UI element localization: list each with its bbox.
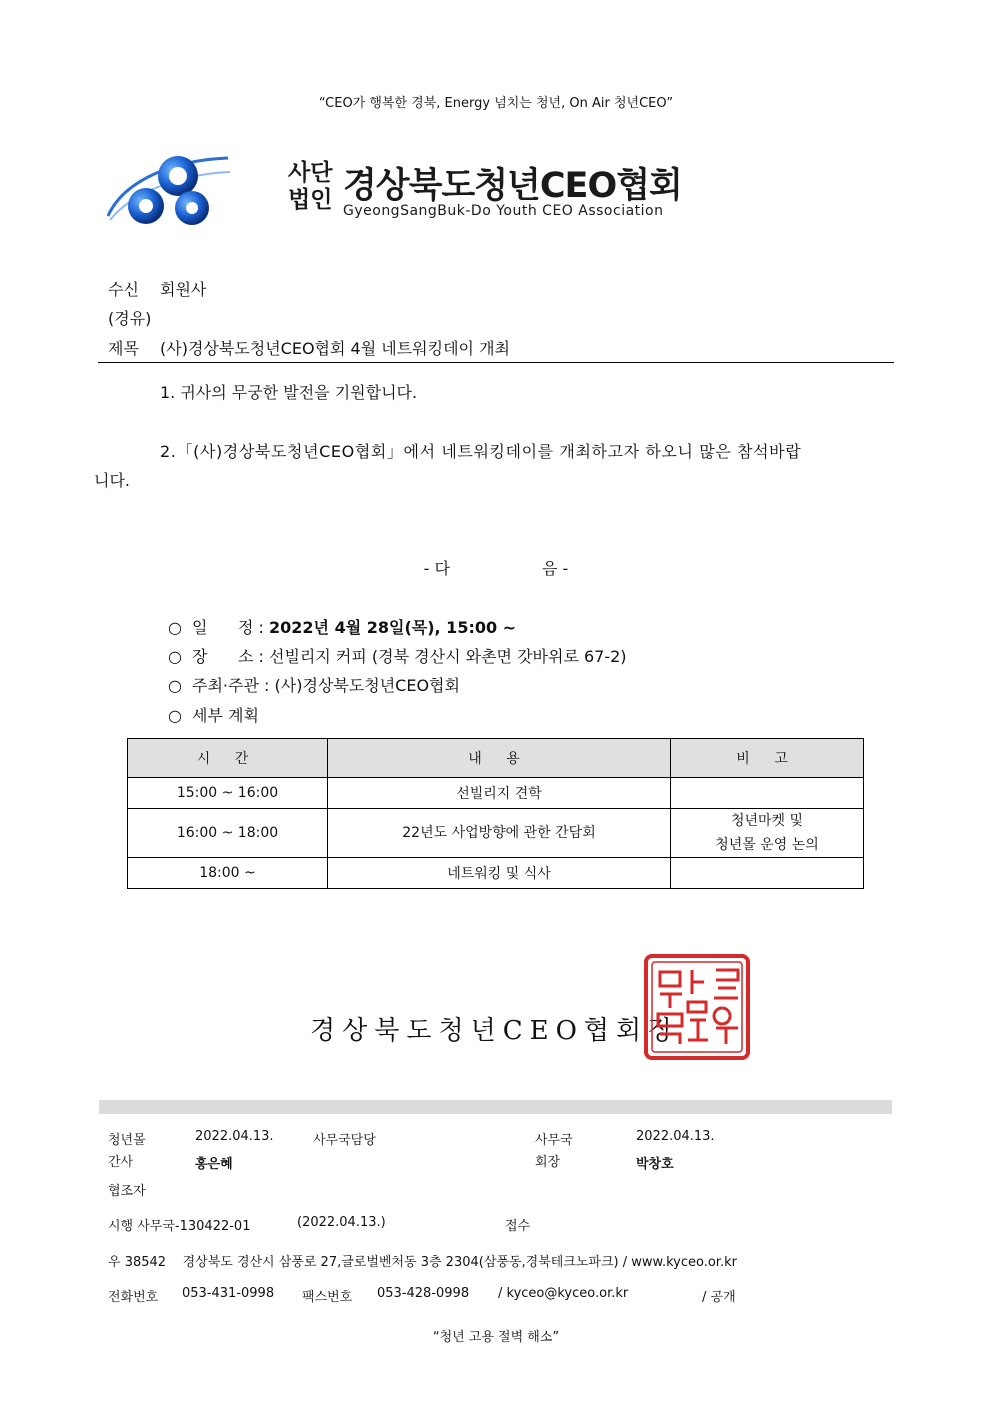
section-title: - 다 음 -: [423, 559, 569, 578]
paragraph-1: 1. 귀사의 무궁한 발전을 기원합니다.: [160, 383, 418, 402]
subject-line: 제목 (사)경상북도청년CEO협회 4월 네트워킹데이 개최: [108, 339, 511, 358]
detail-date: ○ 일 정 : 2022년 4월 28일(목), 15:00 ~: [168, 618, 517, 637]
table-row: [128, 809, 864, 858]
row-time: 16:00 ~ 18:00: [128, 809, 328, 858]
phone-label: 전화번호: [108, 1290, 159, 1305]
row-note: [671, 858, 864, 889]
enforcement-date: (2022.04.13.): [297, 1215, 386, 1230]
detail-host: ○ 주최·주관 : (사)경상북도청년CEO협회: [168, 676, 460, 695]
row-time: 15:00 ~ 16:00: [128, 778, 328, 809]
row-content: 네트워킹 및 식사: [328, 858, 671, 889]
row-content: 선빌리지 견학: [328, 778, 671, 809]
disclosure: / 공개: [702, 1290, 736, 1305]
signature: 경상북도청년CEO협회장: [310, 1016, 681, 1046]
enforcement-number: 시행 사무국-130422-01: [108, 1219, 251, 1234]
org-english-name: GyeongSangBuk-Do Youth CEO Association: [343, 203, 664, 219]
recipient-line: 수신 회원사: [108, 280, 207, 299]
association-logo-icon: [104, 150, 234, 226]
detail-venue: ○ 장 소 : 선빌리지 커피 (경북 경산시 와촌면 갓바위로 67-2): [168, 647, 627, 666]
office-date: 2022.04.13.: [636, 1129, 715, 1144]
header-content: 내 용: [328, 739, 671, 778]
fax-label: 팩스번호: [302, 1290, 353, 1305]
fax-number: 053-428-0998: [377, 1286, 470, 1301]
email[interactable]: / kyceo@kyceo.or.kr: [498, 1286, 629, 1301]
drafter-label: 청년몰: [108, 1133, 146, 1148]
secretary-name: 홍은혜: [195, 1157, 233, 1172]
table-row: [128, 778, 864, 809]
slogan: “CEO가 행복한 경북, Energy 넘치는 청년, On Air 청년CEO”: [318, 96, 674, 111]
president-name: 박창호: [636, 1157, 674, 1172]
header-divider: [98, 362, 894, 363]
phone-number: 053-431-0998: [182, 1286, 275, 1301]
row-time: 18:00 ~: [128, 858, 328, 889]
row-content: 22년도 사업방향에 관한 간담회: [328, 809, 671, 858]
closing-slogan: “청년 고용 절벽 해소”: [432, 1330, 560, 1345]
table-header-row: [128, 739, 864, 778]
cooperator-label: 협조자: [108, 1184, 146, 1199]
office-label: 사무국: [535, 1133, 573, 1148]
table-row: [128, 858, 864, 889]
paragraph-2-line-2: 니다.: [94, 471, 130, 490]
official-seal-icon: [642, 952, 752, 1062]
schedule-table: [127, 738, 864, 889]
secretary-label: 간사: [108, 1155, 134, 1170]
staff-label: 사무국담당: [313, 1133, 376, 1148]
drafter-date: 2022.04.13.: [195, 1129, 274, 1144]
org-name: 경상북도청년CEO협회: [343, 166, 682, 206]
via-line: (경유): [108, 309, 152, 328]
footer-divider-bar: [99, 1100, 892, 1114]
row-note: [671, 778, 864, 809]
org-type: 사단 법인: [288, 160, 333, 213]
header-time: 시 간: [128, 739, 328, 778]
paragraph-2-line-1: 2.「(사)경상북도청년CEO협회」에서 네트워킹데이를 개최하고자 하오니 많은 참석바랍: [160, 442, 802, 461]
detail-plan: ○ 세부 계획: [168, 706, 259, 725]
receipt-label: 접수: [505, 1219, 531, 1234]
row-note: 청년마켓 및 청년몰 운영 논의: [671, 809, 864, 858]
president-label: 회장: [535, 1155, 561, 1170]
header-note: 비 고: [671, 739, 864, 778]
address-line: 우 38542 경상북도 경산시 삼풍로 27,글로벌벤처동 3층 2304(삼풍동,경북테크노파크) / www.kyceo.or.kr: [108, 1255, 737, 1270]
